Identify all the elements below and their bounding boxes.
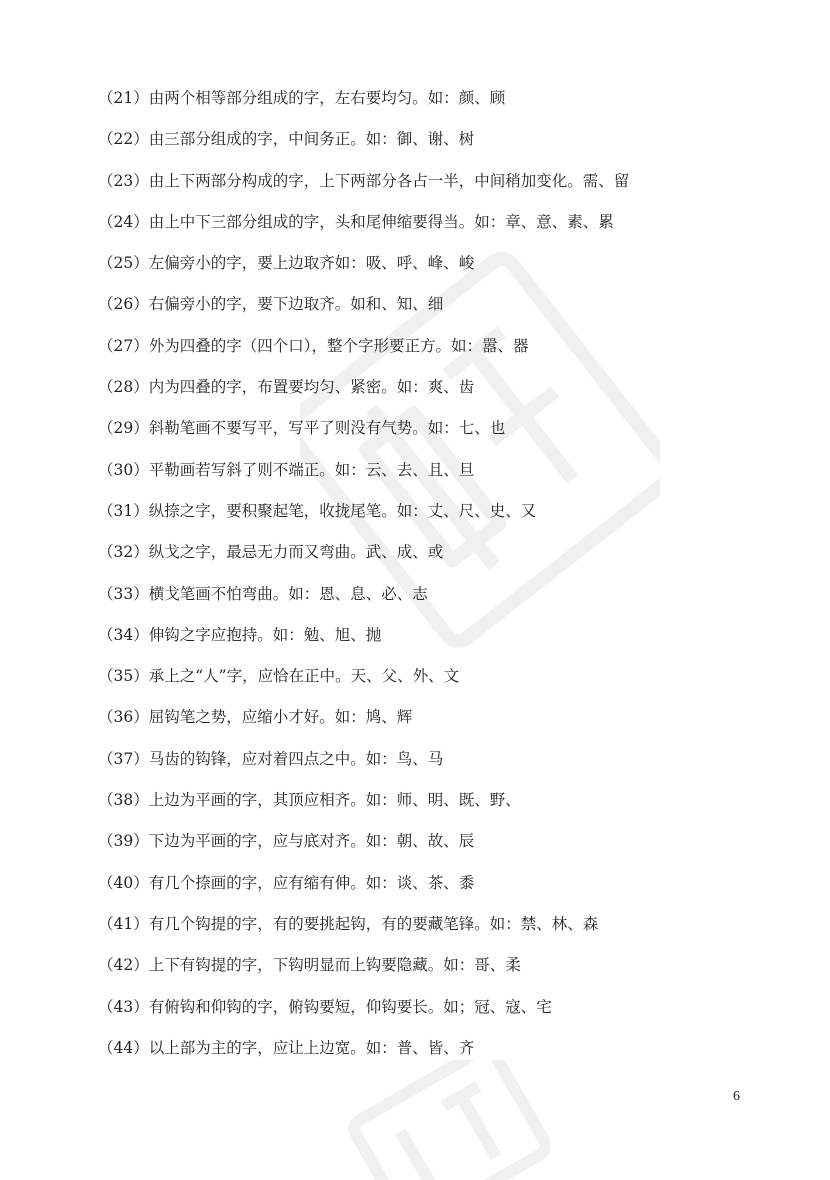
- text-line: （24）由上中下三部分组成的字，头和尾伸缩要得当。如：章、意、素、累: [98, 212, 614, 231]
- page-number: 6: [733, 1089, 740, 1104]
- text-line: （26）右偏旁小的字，要下边取齐。如和、知、细: [98, 295, 444, 314]
- text-line: （25）左偏旁小的字，要上边取齐如：吸、呼、峰、峻: [98, 254, 475, 273]
- text-line: （43）有俯钩和仰钩的字，俯钩要短，仰钩要长。如；冠、寇、宅: [98, 997, 552, 1016]
- watermark-logo-bottom: [330, 1060, 550, 1180]
- text-line: （22）由三部分组成的字，中间务正。如：御、谢、树: [98, 130, 475, 149]
- text-line: （21）由两个相等部分组成的字，左右要均匀。如：颜、顾: [98, 89, 506, 107]
- text-line: （23）由上下两部分构成的字，上下两部分各占一半，中间稍加变化。需、留: [98, 171, 630, 190]
- text-line: （42）上下有钩提的字，下钩明显而上钩要隐藏。如：哥、柔: [98, 956, 521, 975]
- text-line: （40）有几个捺画的字，应有缩有伸。如：谈、茶、黍: [98, 873, 475, 892]
- text-line: （30）平勒画若写斜了则不端正。如：云、去、且、旦: [98, 460, 475, 479]
- text-line: （36）屈钩笔之势，应缩小才好。如：鸠、辉: [98, 708, 413, 727]
- text-line: （38）上边为平画的字，其顶应相齐。如：师、明、既、野、: [98, 791, 521, 810]
- text-line: （31）纵捺之字，要积聚起笔，收拢尾笔。如：丈、尺、史、又: [98, 501, 537, 520]
- text-line: （37）马齿的钩锋，应对着四点之中。如：鸟、马: [98, 749, 444, 768]
- text-body: [98, 84, 778, 1075]
- text-line: （28）内为四叠的字，布置要均匀、紧密。如：爽、齿: [98, 378, 475, 397]
- text-line: （39）下边为平画的字，应与底对齐。如：朝、故、辰: [98, 832, 475, 851]
- text-line: （35）承上之“人”字，应恰在正中。天、父、外、文: [98, 667, 460, 686]
- text-line: （44）以上部为主的字，应让上边宽。如：普、皆、齐: [98, 1038, 475, 1057]
- text-line: （29）斜勒笔画不要写平，写平了则没有气势。如：七、也: [98, 419, 506, 438]
- text-line: （34）伸钩之字应抱持。如：勉、旭、抛: [98, 625, 382, 644]
- text-line: （27）外为四叠的字（四个口），整个字形要正方。如：嚣、器: [98, 336, 529, 355]
- text-line: （41）有几个钩提的字，有的要挑起钩，有的要藏笔锋。如：禁、林、森: [98, 914, 599, 933]
- text-line: （33）横戈笔画不怕弯曲。如：恩、息、必、志: [98, 584, 428, 603]
- text-line: （32）纵戈之字，最忌无力而又弯曲。武、成、或: [98, 543, 444, 562]
